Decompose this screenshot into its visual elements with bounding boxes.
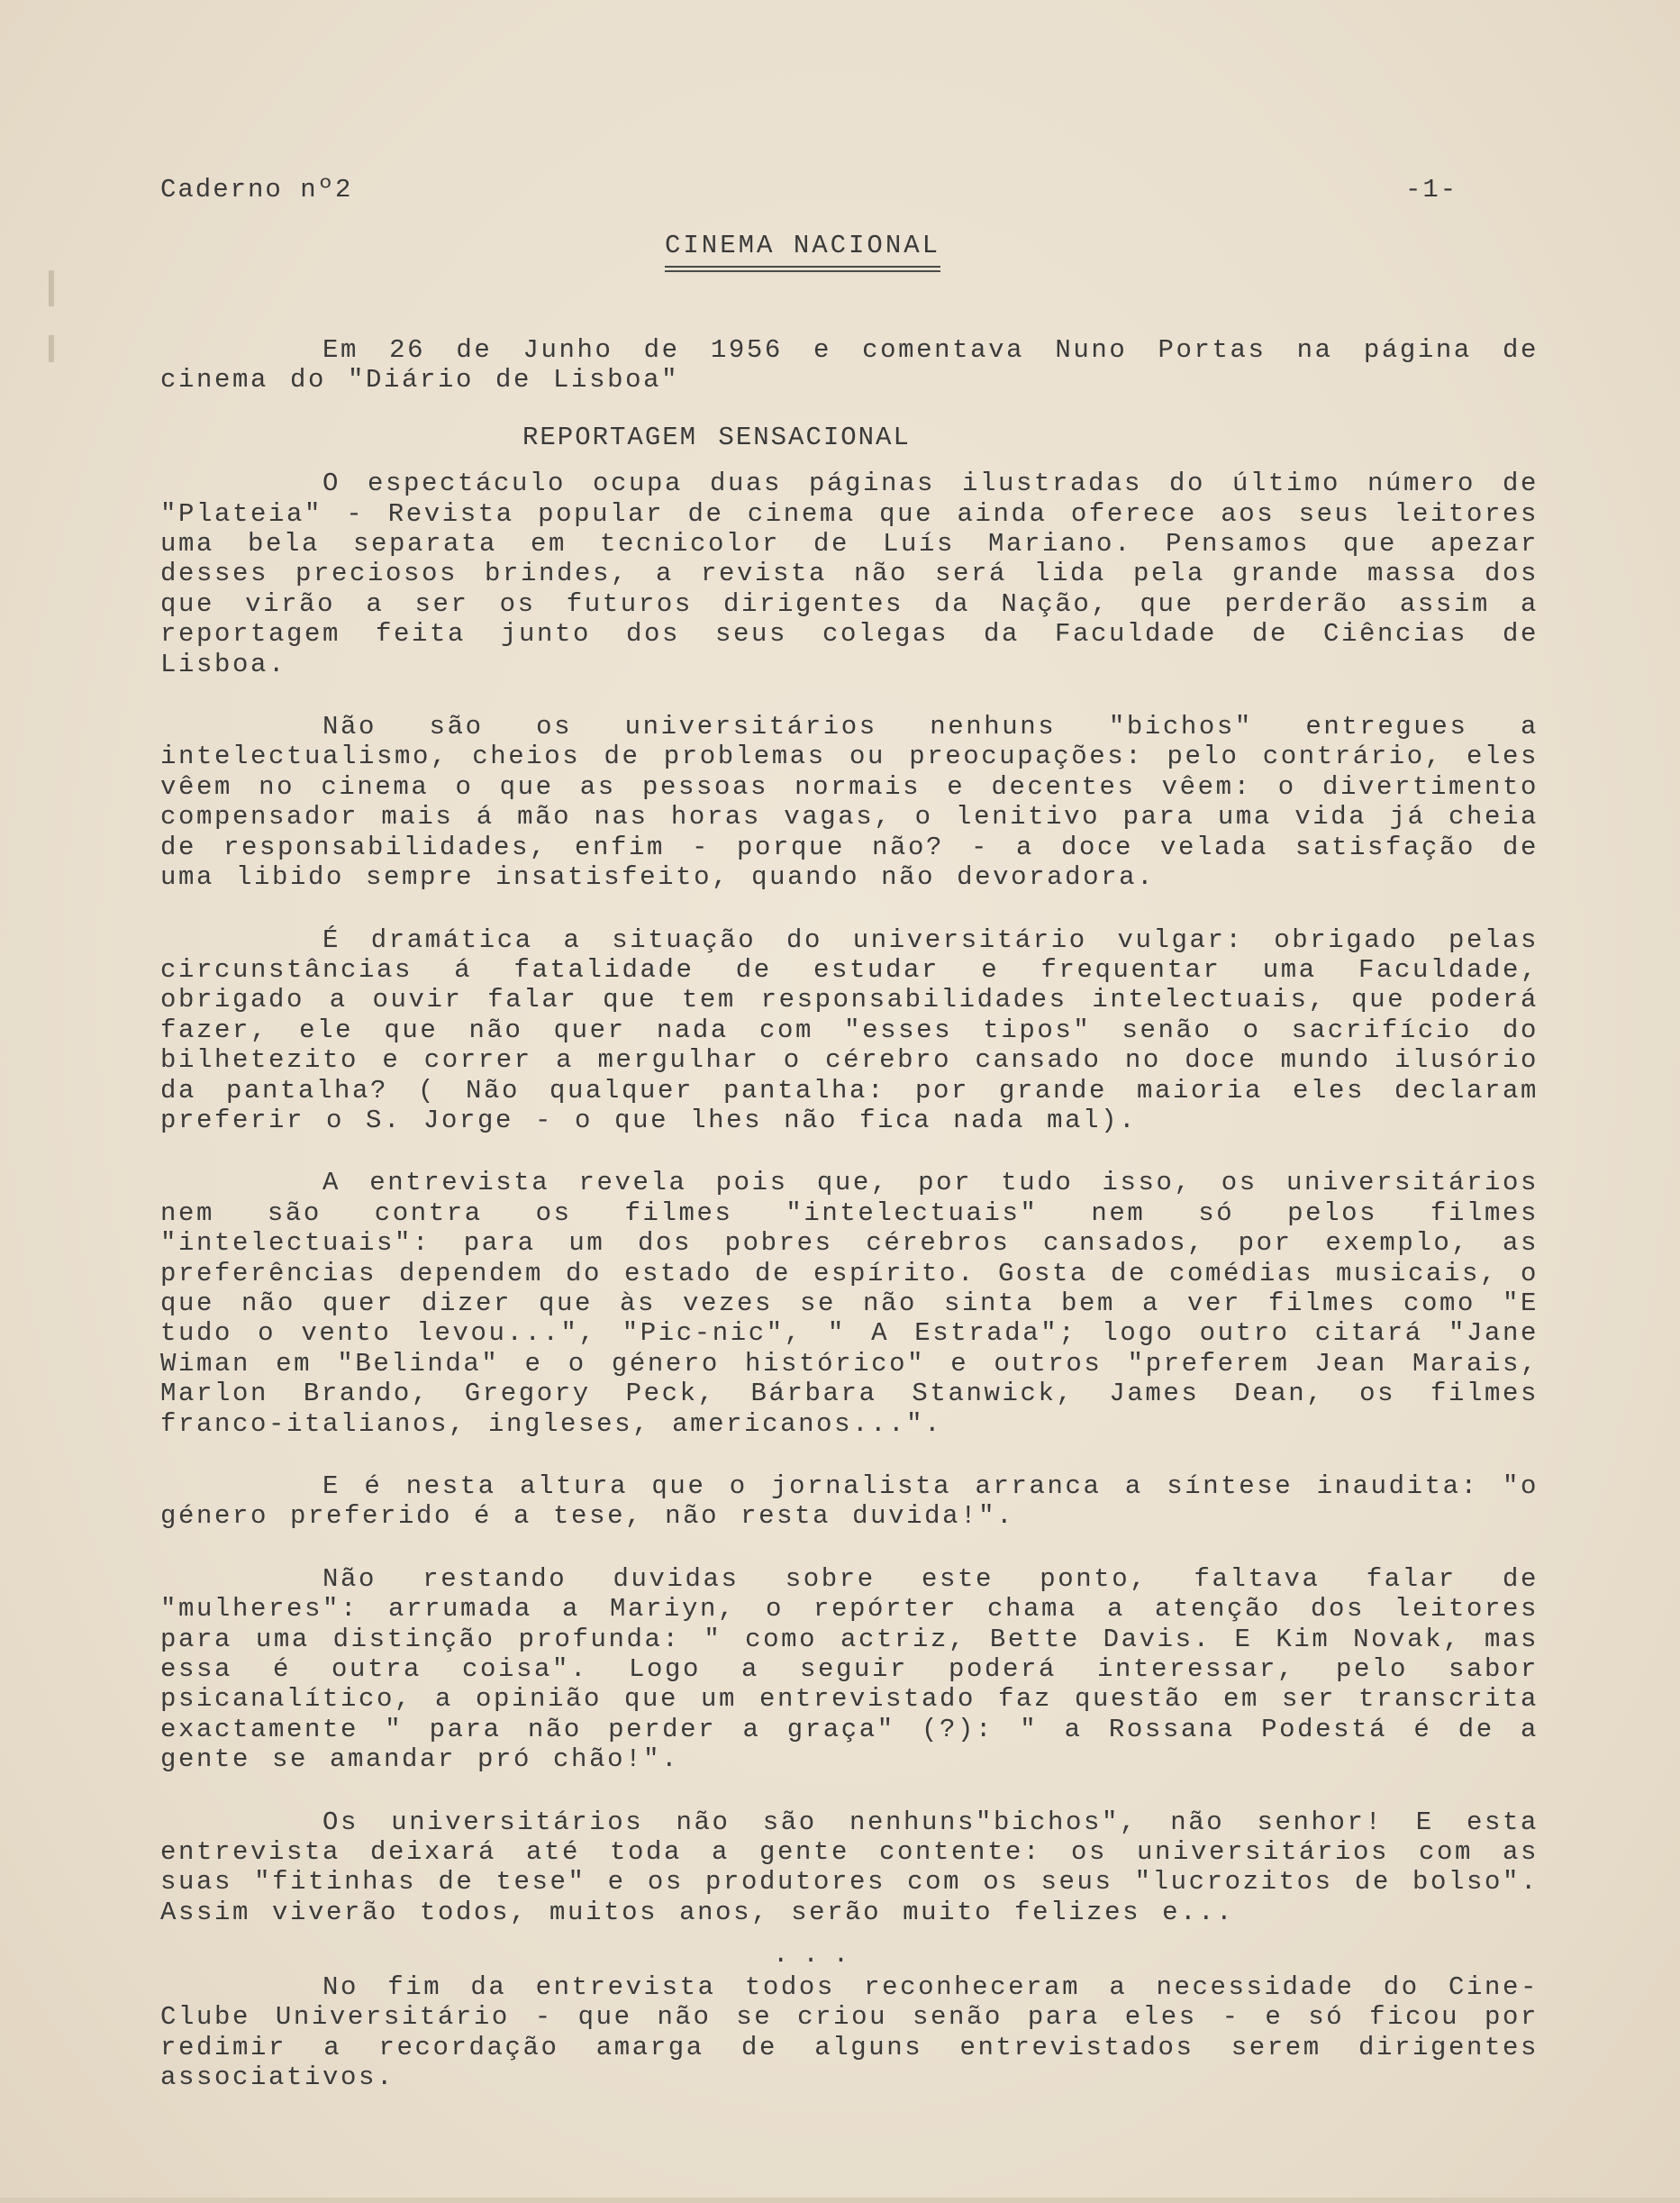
paragraph: É dramática a situação do universitário vulgar: obrigado pelas circunstâncias á fatalidade de estudar e frequentar uma Faculdade, obrigado a ouvir falar que tem responsabilidades intelectuais, que poderá fazer, ele que não quer nada com "esses tipos" senão o sacrifício do bilhetezito e correr a mergulhar o cérebro cansado no doce mundo ilusório da pantalha? ( Não qualquer pantalha: por grande maioria eles declaram preferir o S. Jorge - o que lhes não fica nada mal). xyxy=(160,924,1539,1135)
body-text xyxy=(160,335,1539,2092)
section-heading: REPORTAGEM SENSACIONAL xyxy=(522,422,911,452)
paragraph: Não são os universitários nenhuns "bichos" entregues a intelectualismo, cheios de problemas ou preocupações: pelo contrário, eles vêem no cinema o que as pessoas normais e decentes vêem: o divertimento compensador mais á mão nas horas vagas, o lenitivo para uma vida já cheia de responsabilidades, enfim - porque não? - a doce velada satisfação de uma libido sempre insatisfeito, quando não devoradora. xyxy=(160,712,1539,893)
closing-paragraph: No fim da entrevista todos reconheceram a necessidade do Cine-Clube Universitário - que não se criou senão para eles - e só ficou por redimir a recordação amarga de alguns entrevistados serem dirigentes associativos. xyxy=(160,1971,1539,2092)
paragraph: Os universitários não são nenhuns"bichos", não senhor! E esta entrevista deixará até toda a gente contente: os universitários com as suas "fitinhas de tese" e os produtores com os seus "lucrozitos de bolso". Assim viverão todos, muitos anos, serão muito felizes e... xyxy=(160,1807,1539,1927)
margin-mark xyxy=(49,270,54,306)
paragraph: A entrevista revela pois que, por tudo isso, os universitários nem são contra os filmes "intelectuais" nem só pelos filmes "intelectuais": para um dos pobres cérebros cansados, por exemplo, as preferências dependem do estado de espírito. Gosta de comédias musicais, o que não quer dizer que às vezes se não sinta bem a ver filmes como "E tudo o vento levou...", "Pic-nic", " A Estrada"; logo outro citará "Jane Wiman em "Belinda" e o género histórico" e outros "preferem Jean Marais, Marlon Brando, Gregory Peck, Bárbara Stanwick, James Dean, os filmes franco-italianos, ingleses, americanos...". xyxy=(160,1168,1539,1439)
section-separator: ... xyxy=(773,1940,864,1971)
paragraph: O espectáculo ocupa duas páginas ilustradas do último número de "Plateia" - Revista popular de cinema que ainda oferece aos seus leitores uma bela separata em tecnicolor de Luís Mariano. Pensamos que apezar desses preciosos brindes, a revista não será lida pela grande massa dos que virão a ser os futuros dirigentes da Nação, que perderão assim a reportagem feita junto dos seus colegas da Faculdade de Ciências de Lisboa. xyxy=(160,469,1539,679)
notebook-label: Caderno nº2 xyxy=(160,175,353,205)
paragraph: E é nesta altura que o jornalista arranca a síntese inaudita: "o género preferido é a tese, não resta duvida!". xyxy=(160,1471,1539,1532)
paragraph: Não restando duvidas sobre este ponto, faltava falar de "mulheres": arrumada a Mariyn, o repórter chama a atenção dos leitores para uma distinção profunda: " como actriz, Bette Davis. E Kim Novak, mas essa é outra coisa". Logo a seguir poderá interessar, pelo sabor psicanalítico, a opinião que um entrevistado faz questão em ser transcrita exactamente " para não perder a graça" (?): " a Rossana Podestá é de a gente se amandar pró chão!". xyxy=(160,1563,1539,1775)
margin-mark xyxy=(49,335,54,362)
intro-paragraph: Em 26 de Junho de 1956 e comentava Nuno Portas na página de cinema do "Diário de Lisboa" xyxy=(160,335,1539,396)
document-title: CINEMA NACIONAL xyxy=(665,231,940,268)
page-number: -1- xyxy=(1405,175,1458,205)
